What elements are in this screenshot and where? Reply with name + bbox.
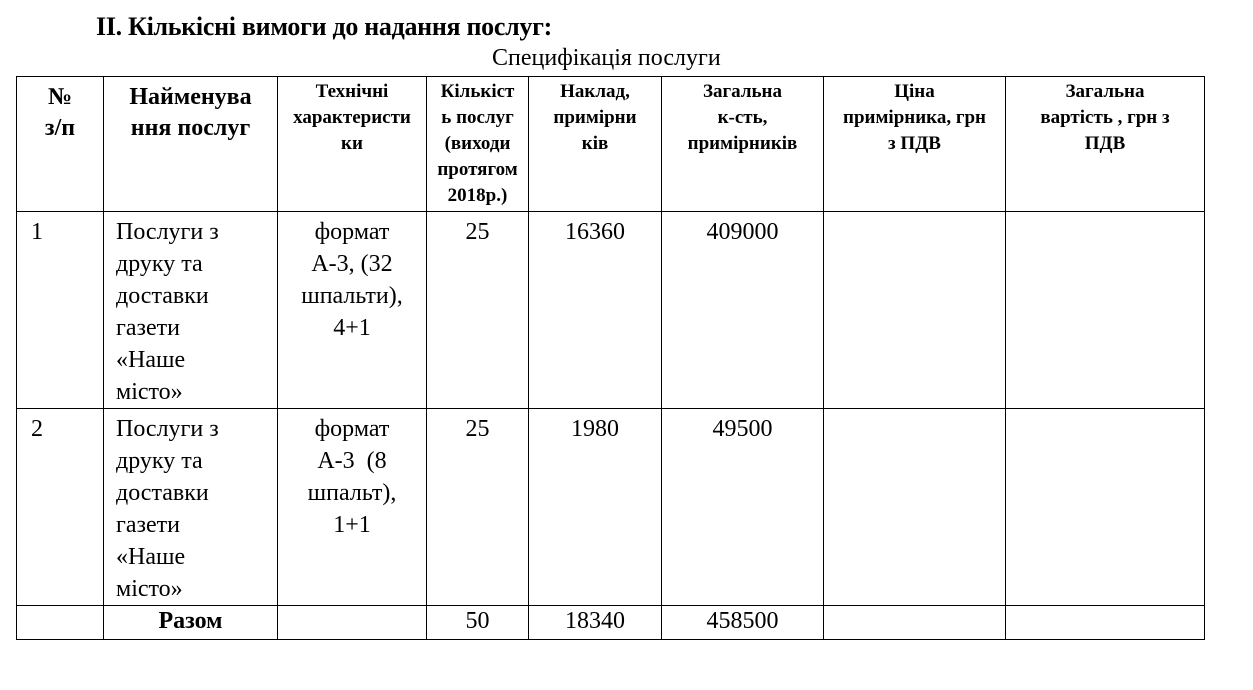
row-price xyxy=(824,409,1006,606)
header-name: Найменува ння послуг xyxy=(104,77,278,212)
header-tech: Технічні характеристи ки xyxy=(278,77,427,212)
row-name: Послуги з друку та доставки газети «Наше місто» xyxy=(104,212,278,409)
spec-title: Специфікація послуги xyxy=(492,45,721,71)
total-circulation: 18340 xyxy=(529,606,662,640)
row-price xyxy=(824,212,1006,409)
row-total-cost xyxy=(1006,212,1205,409)
row-total-qty: 409000 xyxy=(662,212,824,409)
header-num: № з/п xyxy=(17,77,104,212)
table-header-row xyxy=(17,77,1205,212)
header-total-cost: Загальна вартість , грн з ПДВ xyxy=(1006,77,1205,212)
header-total-qty: Загальна к-сть, примірників xyxy=(662,77,824,212)
row-total-qty: 49500 xyxy=(662,409,824,606)
row-total-cost xyxy=(1006,409,1205,606)
row-qty: 25 xyxy=(427,212,529,409)
table-row xyxy=(17,409,1205,606)
table-row xyxy=(17,212,1205,409)
row-tech: формат А-3, (32 шпальти), 4+1 xyxy=(278,212,427,409)
total-tech xyxy=(278,606,427,640)
row-num: 1 xyxy=(17,212,104,409)
row-circulation: 16360 xyxy=(529,212,662,409)
header-circulation: Наклад, примірни ків xyxy=(529,77,662,212)
row-qty: 25 xyxy=(427,409,529,606)
row-name: Послуги з друку та доставки газети «Наше місто» xyxy=(104,409,278,606)
row-num: 2 xyxy=(17,409,104,606)
total-total-cost xyxy=(1006,606,1205,640)
total-price xyxy=(824,606,1006,640)
total-qty: 50 xyxy=(427,606,529,640)
row-circulation: 1980 xyxy=(529,409,662,606)
row-tech: формат А-3 (8 шпальт), 1+1 xyxy=(278,409,427,606)
header-price: Ціна примірника, грн з ПДВ xyxy=(824,77,1006,212)
total-num xyxy=(17,606,104,640)
total-row xyxy=(17,606,1205,640)
total-total-qty: 458500 xyxy=(662,606,824,640)
specification-table xyxy=(16,76,1205,640)
section-title: II. Кількісні вимоги до надання послуг: xyxy=(96,12,552,41)
total-label: Разом xyxy=(104,606,278,640)
header-qty: Кількіст ь послуг (виходи протягом 2018р.) xyxy=(427,77,529,212)
